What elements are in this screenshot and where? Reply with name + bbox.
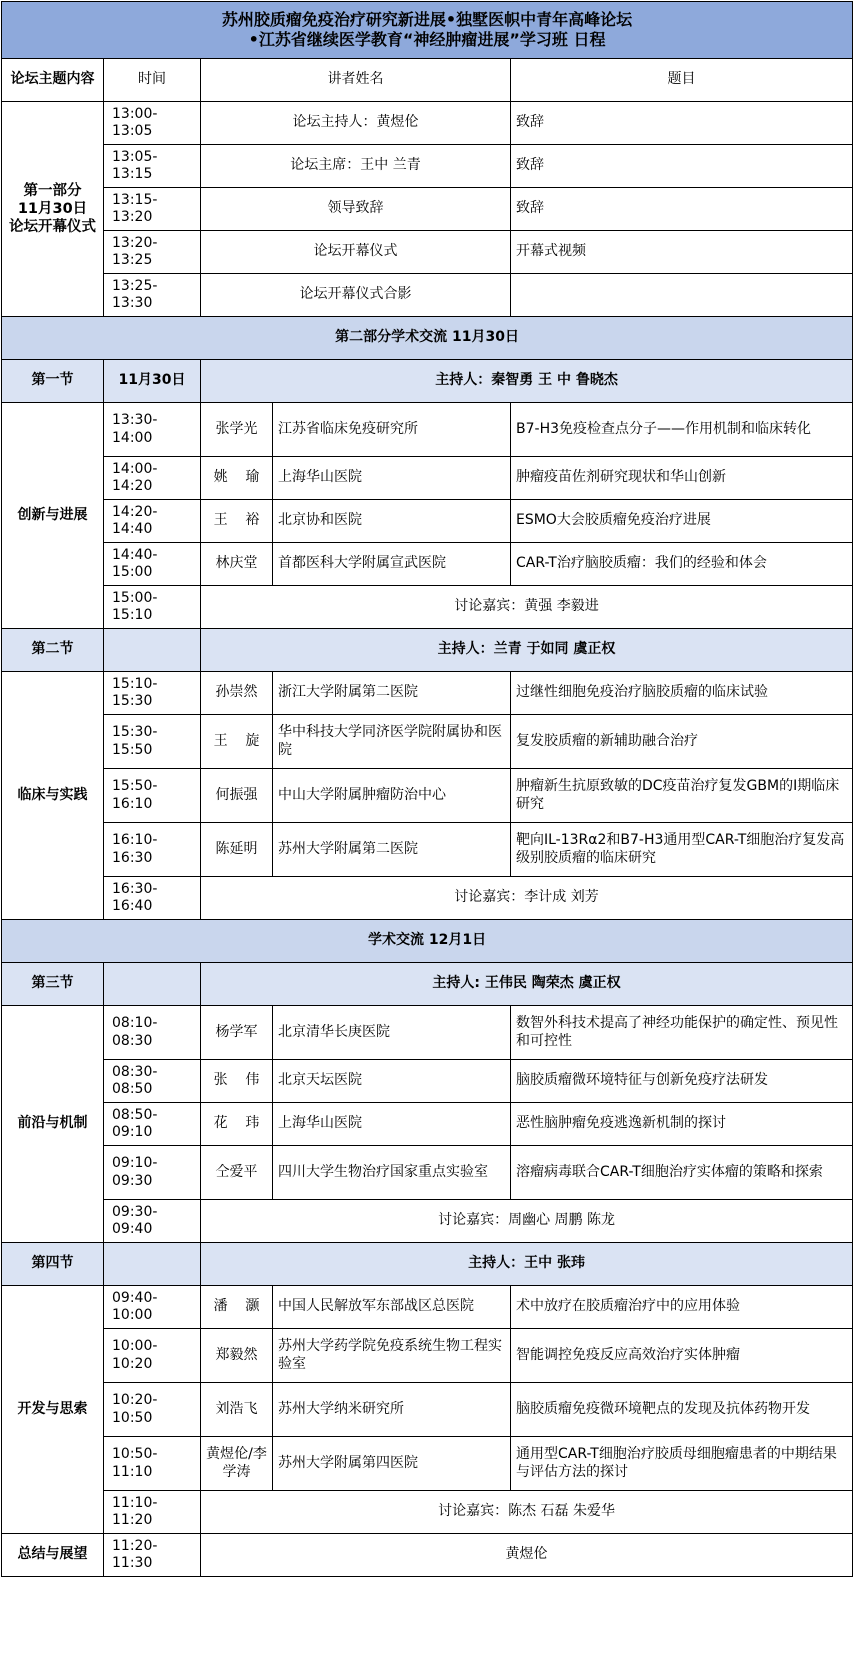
speaker-name: 杨学军	[201, 1006, 273, 1060]
topic-cell: 靶向IL-13Rα2和B7-H3通用型CAR-T细胞治疗复发高级别胶质瘤的临床研究	[511, 823, 853, 877]
time-cell: 14:00-14:20	[104, 457, 201, 500]
time-cell: 13:05-13:15	[104, 145, 201, 188]
table-row	[2, 403, 853, 457]
time-cell: 13:00-13:05	[104, 102, 201, 145]
time-cell: 16:10-16:30	[104, 823, 201, 877]
speaker-name: 孙崇然	[201, 672, 273, 715]
speaker-name: 王 旋	[201, 715, 273, 769]
summary-speaker: 黄煜伦	[201, 1534, 853, 1577]
institution-cell: 苏州大学附属第二医院	[273, 823, 511, 877]
institution-cell: 上海华山医院	[273, 457, 511, 500]
col-header-time: 时间	[104, 59, 201, 102]
speaker-name: 刘浩飞	[201, 1383, 273, 1437]
table-row	[2, 1006, 853, 1060]
topic-cell: 通用型CAR-T细胞治疗胶质母细胞瘤患者的中期结果与评估方法的探讨	[511, 1437, 853, 1491]
table-row	[2, 145, 853, 188]
table-row	[2, 715, 853, 769]
session-host: 主持人：兰青 于如同 虞正权	[201, 629, 853, 672]
time-cell: 14:20-14:40	[104, 500, 201, 543]
speaker-name: 陈延明	[201, 823, 273, 877]
table-row	[2, 1329, 853, 1383]
session-group-label: 创新与进展	[2, 403, 104, 629]
session-host: 主持人：秦智勇 王 中 鲁晓杰	[201, 360, 853, 403]
institution-cell: 四川大学生物治疗国家重点实验室	[273, 1146, 511, 1200]
topic-cell: 肿瘤疫苗佐剂研究现状和华山创新	[511, 457, 853, 500]
institution-cell: 浙江大学附属第二医院	[273, 672, 511, 715]
speaker-name: 林庆堂	[201, 543, 273, 586]
speaker-name: 姚 瑜	[201, 457, 273, 500]
time-cell: 09:30-09:40	[104, 1200, 201, 1243]
session-group-label: 前沿与机制	[2, 1006, 104, 1243]
time-cell: 16:30-16:40	[104, 877, 201, 920]
discussion-guests: 讨论嘉宾：周幽心 周鹏 陈龙	[201, 1200, 853, 1243]
table-row	[2, 457, 853, 500]
session-date: 11月30日	[104, 360, 201, 403]
topic-cell: 脑胶质瘤微环境特征与创新免疫疗法研发	[511, 1060, 853, 1103]
institution-cell: 中国人民解放军东部战区总医院	[273, 1286, 511, 1329]
col-header-theme: 论坛主题内容	[2, 59, 104, 102]
topic-cell: 复发胶质瘤的新辅助融合治疗	[511, 715, 853, 769]
time-cell: 14:40-15:00	[104, 543, 201, 586]
topic-cell: 致辞	[511, 102, 853, 145]
institution-cell: 华中科技大学同济医学院附属协和医院	[273, 715, 511, 769]
topic-cell: B7-H3免疫检查点分子——作用机制和临床转化	[511, 403, 853, 457]
schedule-table	[1, 1, 853, 1577]
time-cell: 15:50-16:10	[104, 769, 201, 823]
session-host: 主持人：王中 张玮	[201, 1243, 853, 1286]
session-header	[2, 629, 853, 672]
discussion-row	[2, 877, 853, 920]
page-title	[2, 2, 853, 59]
col-header-speaker: 讲者姓名	[201, 59, 511, 102]
time-cell: 08:50-09:10	[104, 1103, 201, 1146]
table-row	[2, 543, 853, 586]
summary-row	[2, 1534, 853, 1577]
table-row	[2, 672, 853, 715]
session-header	[2, 360, 853, 403]
part1-label: 第一部分 11月30日 论坛开幕仪式	[2, 102, 104, 317]
topic-cell: 开幕式视频	[511, 231, 853, 274]
institution-cell: 江苏省临床免疫研究所	[273, 403, 511, 457]
table-row	[2, 1146, 853, 1200]
speaker-name: 潘 灏	[201, 1286, 273, 1329]
session-header	[2, 1243, 853, 1286]
topic-cell: 脑胶质瘤免疫微环境靶点的发现及抗体药物开发	[511, 1383, 853, 1437]
time-cell: 10:20-10:50	[104, 1383, 201, 1437]
institution-cell: 北京天坛医院	[273, 1060, 511, 1103]
topic-cell: 恶性脑肿瘤免疫逃逸新机制的探讨	[511, 1103, 853, 1146]
time-cell: 10:50-11:10	[104, 1437, 201, 1491]
session-label: 第四节	[2, 1243, 104, 1286]
topic-cell: 溶瘤病毒联合CAR-T细胞治疗实体瘤的策略和探索	[511, 1146, 853, 1200]
time-cell: 09:10-09:30	[104, 1146, 201, 1200]
session-date-empty	[104, 1243, 201, 1286]
title-line-1: 苏州胶质瘤免疫治疗研究新进展•独墅医帜中青年高峰论坛	[221, 10, 633, 29]
section-band	[2, 920, 853, 963]
speaker-cell: 论坛主持人：黄煜伦	[201, 102, 511, 145]
speaker-name: 何振强	[201, 769, 273, 823]
session-host: 主持人: 王伟民 陶荣杰 虞正权	[201, 963, 853, 1006]
institution-cell: 苏州大学附属第四医院	[273, 1437, 511, 1491]
speaker-cell: 论坛开幕仪式合影	[201, 274, 511, 317]
topic-cell: CAR-T治疗脑胶质瘤：我们的经验和体会	[511, 543, 853, 586]
institution-cell: 中山大学附属肿瘤防治中心	[273, 769, 511, 823]
time-cell: 08:30-08:50	[104, 1060, 201, 1103]
speaker-name: 张学光	[201, 403, 273, 457]
institution-cell: 上海华山医院	[273, 1103, 511, 1146]
section-band	[2, 317, 853, 360]
table-row	[2, 231, 853, 274]
table-row	[2, 188, 853, 231]
topic-cell: 术中放疗在胶质瘤治疗中的应用体验	[511, 1286, 853, 1329]
time-cell: 11:10-11:20	[104, 1491, 201, 1534]
discussion-guests: 讨论嘉宾：黄强 李毅进	[201, 586, 853, 629]
time-cell: 13:30-14:00	[104, 403, 201, 457]
discussion-guests: 讨论嘉宾：李计成 刘芳	[201, 877, 853, 920]
session-date-empty	[104, 629, 201, 672]
session-label: 第一节	[2, 360, 104, 403]
time-cell: 10:00-10:20	[104, 1329, 201, 1383]
discussion-guests: 讨论嘉宾：陈杰 石磊 朱爱华	[201, 1491, 853, 1534]
time-cell: 15:00-15:10	[104, 586, 201, 629]
topic-cell: 数智外科技术提高了神经功能保护的确定性、预见性和可控性	[511, 1006, 853, 1060]
band-title: 第二部分学术交流 11月30日	[2, 317, 853, 360]
table-row	[2, 1437, 853, 1491]
time-cell: 11:20-11:30	[104, 1534, 201, 1577]
session-group-label: 临床与实践	[2, 672, 104, 920]
summary-label: 总结与展望	[2, 1534, 104, 1577]
speaker-name: 郑毅然	[201, 1329, 273, 1383]
time-cell: 08:10-08:30	[104, 1006, 201, 1060]
title-row	[2, 2, 853, 59]
header-row	[2, 59, 853, 102]
session-date-empty	[104, 963, 201, 1006]
table-row	[2, 274, 853, 317]
table-row	[2, 1060, 853, 1103]
time-cell: 13:20-13:25	[104, 231, 201, 274]
topic-cell: 致辞	[511, 188, 853, 231]
speaker-name: 仝爱平	[201, 1146, 273, 1200]
topic-cell	[511, 274, 853, 317]
time-cell: 13:25-13:30	[104, 274, 201, 317]
speaker-name: 张 伟	[201, 1060, 273, 1103]
band-title: 学术交流 12月1日	[2, 920, 853, 963]
institution-cell: 首都医科大学附属宣武医院	[273, 543, 511, 586]
speaker-cell: 领导致辞	[201, 188, 511, 231]
discussion-row	[2, 586, 853, 629]
discussion-row	[2, 1200, 853, 1243]
title-line-2: •江苏省继续医学教育“神经肿瘤进展”学习班 日程	[248, 30, 606, 49]
topic-cell: 过继性细胞免疫治疗脑胶质瘤的临床试验	[511, 672, 853, 715]
table-row	[2, 769, 853, 823]
table-row	[2, 823, 853, 877]
institution-cell: 北京协和医院	[273, 500, 511, 543]
topic-cell: 致辞	[511, 145, 853, 188]
table-row	[2, 102, 853, 145]
speaker-cell: 论坛开幕仪式	[201, 231, 511, 274]
speaker-name: 花 玮	[201, 1103, 273, 1146]
speaker-name: 黄煜伦/李学涛	[201, 1437, 273, 1491]
time-cell: 09:40-10:00	[104, 1286, 201, 1329]
time-cell: 15:30-15:50	[104, 715, 201, 769]
table-row	[2, 1103, 853, 1146]
topic-cell: ESMO大会胶质瘤免疫治疗进展	[511, 500, 853, 543]
time-cell: 13:15-13:20	[104, 188, 201, 231]
session-header	[2, 963, 853, 1006]
session-group-label: 开发与思索	[2, 1286, 104, 1534]
col-header-topic: 题目	[511, 59, 853, 102]
table-row	[2, 1383, 853, 1437]
session-label: 第二节	[2, 629, 104, 672]
discussion-row	[2, 1491, 853, 1534]
topic-cell: 智能调控免疫反应高效治疗实体肿瘤	[511, 1329, 853, 1383]
institution-cell: 苏州大学纳米研究所	[273, 1383, 511, 1437]
institution-cell: 苏州大学药学院免疫系统生物工程实验室	[273, 1329, 511, 1383]
institution-cell: 北京清华长庚医院	[273, 1006, 511, 1060]
table-row	[2, 1286, 853, 1329]
table-row	[2, 500, 853, 543]
time-cell: 15:10-15:30	[104, 672, 201, 715]
speaker-name: 王 裕	[201, 500, 273, 543]
session-label: 第三节	[2, 963, 104, 1006]
speaker-cell: 论坛主席：王中 兰青	[201, 145, 511, 188]
topic-cell: 肿瘤新生抗原致敏的DC疫苗治疗复发GBM的I期临床研究	[511, 769, 853, 823]
